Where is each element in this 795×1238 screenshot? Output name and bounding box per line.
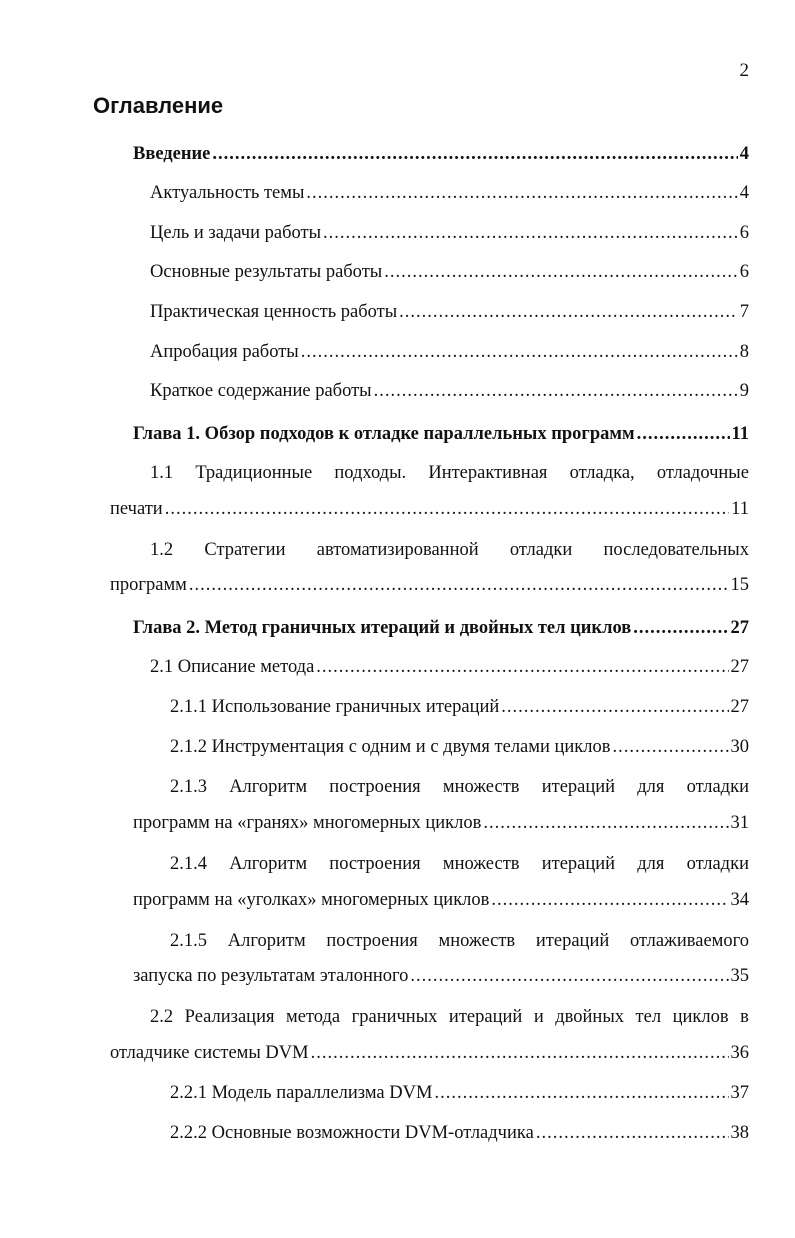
word: Традиционные	[195, 463, 313, 483]
toc-entry-2-1-3-line1[interactable]	[170, 775, 749, 799]
toc-entry-label: Цель и задачи работы	[150, 223, 322, 243]
toc-entry-label: 2.2.2 Основные возможности DVM-отладчика	[170, 1123, 534, 1143]
word: подходы.	[334, 463, 407, 483]
toc-entry-page: 27	[730, 618, 749, 638]
toc-entry-1-2-line1[interactable]	[150, 538, 749, 562]
toc-entry-label: 2.1.1 Использование граничных итераций	[170, 697, 500, 717]
word: отладки	[686, 777, 749, 797]
word: 2.1.4	[170, 854, 207, 874]
word: метода	[286, 1007, 341, 1027]
dot-leader	[613, 735, 729, 759]
toc-entry-label: программ на «уголках» многомерных циклов	[133, 890, 490, 910]
word: отладка,	[569, 463, 635, 483]
toc-entry-intro-6[interactable]	[150, 379, 749, 403]
toc-entry-page: 4	[739, 183, 749, 203]
word: последовательных	[603, 540, 749, 560]
toc-title: Оглавление	[93, 93, 224, 118]
toc-entry-intro-2[interactable]	[150, 221, 749, 245]
toc-entry-2-2-2[interactable]	[170, 1121, 749, 1145]
toc-entry-page: 30	[730, 737, 749, 757]
toc-entry-2-1-4-line1[interactable]	[170, 852, 749, 876]
toc-entry-page: 38	[730, 1123, 749, 1143]
toc-entry-2-1[interactable]	[150, 655, 749, 679]
toc-entry-2-1-4-line2[interactable]	[133, 888, 749, 912]
toc-entry-page: 27	[730, 697, 749, 717]
word: множеств	[442, 854, 520, 874]
dot-leader	[410, 964, 728, 988]
dot-leader	[374, 379, 738, 403]
dot-leader	[301, 340, 738, 364]
word: Алгоритм	[229, 854, 308, 874]
word: тел	[635, 1007, 662, 1027]
word: для	[637, 854, 665, 874]
dot-leader	[483, 811, 728, 835]
toc-entry-label: Глава 1. Обзор подходов к отладке параллельных программ	[133, 424, 635, 444]
toc-entry-2-1-2[interactable]	[170, 735, 749, 759]
toc-entry-label: Практическая ценность работы	[150, 302, 398, 322]
word: Реализация	[184, 1007, 275, 1027]
word: отлаживаемого	[629, 931, 749, 951]
toc-entry-intro-3[interactable]	[150, 260, 749, 284]
toc-entry-page: 11	[731, 424, 749, 444]
word: итераций	[541, 854, 616, 874]
toc-entry-label: Введение	[133, 144, 211, 164]
toc-entry-page: 34	[730, 890, 749, 910]
word: отладочные	[656, 463, 749, 483]
toc-entry-page: 4	[739, 144, 749, 164]
toc-entry-2-2-line1[interactable]	[150, 1005, 749, 1029]
word: Интерактивная	[428, 463, 548, 483]
toc-entry-label: Основные результаты работы	[150, 262, 383, 282]
toc-entry-1-1-line1[interactable]	[150, 461, 749, 485]
dot-leader	[165, 497, 729, 521]
toc-entry-page: 35	[730, 966, 749, 986]
toc-entry-intro-5[interactable]	[150, 340, 749, 364]
word: 2.1.3	[170, 777, 207, 797]
toc-entry-label: запуска по результатам эталонного	[133, 966, 409, 986]
toc-entry-page: 31	[730, 813, 749, 833]
toc-entry-2-1-5-line2[interactable]	[133, 964, 749, 988]
toc-entry-label: Актуальность темы	[150, 183, 305, 203]
toc-entry-2-2-line2[interactable]	[110, 1041, 749, 1065]
word: итераций	[535, 931, 610, 951]
toc-entry-page: 11	[731, 499, 749, 519]
word: Стратегии	[204, 540, 286, 560]
dot-leader	[399, 300, 738, 324]
word: для	[637, 777, 665, 797]
toc-entry-page: 15	[730, 575, 749, 595]
toc-entry-label: отладчике системы DVM	[110, 1043, 309, 1063]
dot-leader	[536, 1121, 729, 1145]
dot-leader	[637, 422, 730, 446]
word: построения	[326, 931, 418, 951]
toc-entry-label: 2.2.1 Модель параллелизма DVM	[170, 1083, 433, 1103]
word: и	[533, 1007, 544, 1027]
word: 2.2	[150, 1007, 174, 1027]
toc-entry-2-2-1[interactable]	[170, 1081, 749, 1105]
toc-entry-page: 7	[739, 302, 749, 322]
word: множеств	[438, 931, 516, 951]
word: 1.2	[150, 540, 174, 560]
toc-entry-label: программ	[110, 575, 187, 595]
word: построения	[329, 777, 421, 797]
dot-leader	[311, 1041, 729, 1065]
toc-entry-label: Глава 2. Метод граничных итераций и двойных тел циклов	[133, 618, 632, 638]
toc-entry-1-2-line2[interactable]	[110, 573, 749, 597]
word: двойных	[555, 1007, 625, 1027]
word: итераций	[448, 1007, 523, 1027]
dot-leader	[212, 142, 737, 166]
dot-leader	[189, 573, 729, 597]
toc-entry-chapter-2[interactable]	[133, 616, 749, 640]
toc-entry-2-1-5-line1[interactable]	[170, 929, 749, 953]
dot-leader	[306, 181, 737, 205]
toc-entry-page: 6	[739, 223, 749, 243]
toc-entry-intro-1[interactable]	[150, 181, 749, 205]
toc-entry-label: Апробация работы	[150, 342, 299, 362]
dot-leader	[633, 616, 728, 640]
toc-entry-2-1-1[interactable]	[170, 695, 749, 719]
word: отладки	[509, 540, 573, 560]
word: Алгоритм	[227, 931, 306, 951]
word: циклов	[672, 1007, 729, 1027]
dot-leader	[501, 695, 728, 719]
word: множеств	[442, 777, 520, 797]
word: Алгоритм	[229, 777, 308, 797]
toc-entry-chapter-1[interactable]	[133, 422, 749, 446]
word: автоматизированной	[316, 540, 479, 560]
toc-entry-page: 6	[739, 262, 749, 282]
toc-entry-page: 36	[730, 1043, 749, 1063]
toc-entry-page: 37	[730, 1083, 749, 1103]
word: итераций	[541, 777, 616, 797]
toc-entry-label: 2.1 Описание метода	[150, 657, 315, 677]
toc-entry-page: 8	[739, 342, 749, 362]
dot-leader	[491, 888, 728, 912]
word: 1.1	[150, 463, 174, 483]
dot-leader	[316, 655, 728, 679]
toc-entry-label: программ на «гранях» многомерных циклов	[133, 813, 482, 833]
word: 2.1.5	[170, 931, 207, 951]
word: отладки	[686, 854, 749, 874]
toc-entry-label: Краткое содержание работы	[150, 381, 372, 401]
page-number: 2	[739, 60, 749, 81]
toc-entry-page: 27	[730, 657, 749, 677]
dot-leader	[434, 1081, 728, 1105]
word: граничных	[351, 1007, 438, 1027]
word: построения	[329, 854, 421, 874]
toc-entry-label: 2.1.2 Инструментация с одним и с двумя телами циклов	[170, 737, 611, 757]
dot-leader	[384, 260, 738, 284]
toc-entry-page: 9	[739, 381, 749, 401]
dot-leader	[323, 221, 738, 245]
word: в	[740, 1007, 749, 1027]
toc-entry-label: печати	[110, 499, 163, 519]
toc-entry-1-1-line2[interactable]	[110, 497, 749, 521]
toc-entry-2-1-3-line2[interactable]	[133, 811, 749, 835]
toc-entry-intro-4[interactable]	[150, 300, 749, 324]
toc-entry-intro[interactable]	[133, 142, 749, 166]
